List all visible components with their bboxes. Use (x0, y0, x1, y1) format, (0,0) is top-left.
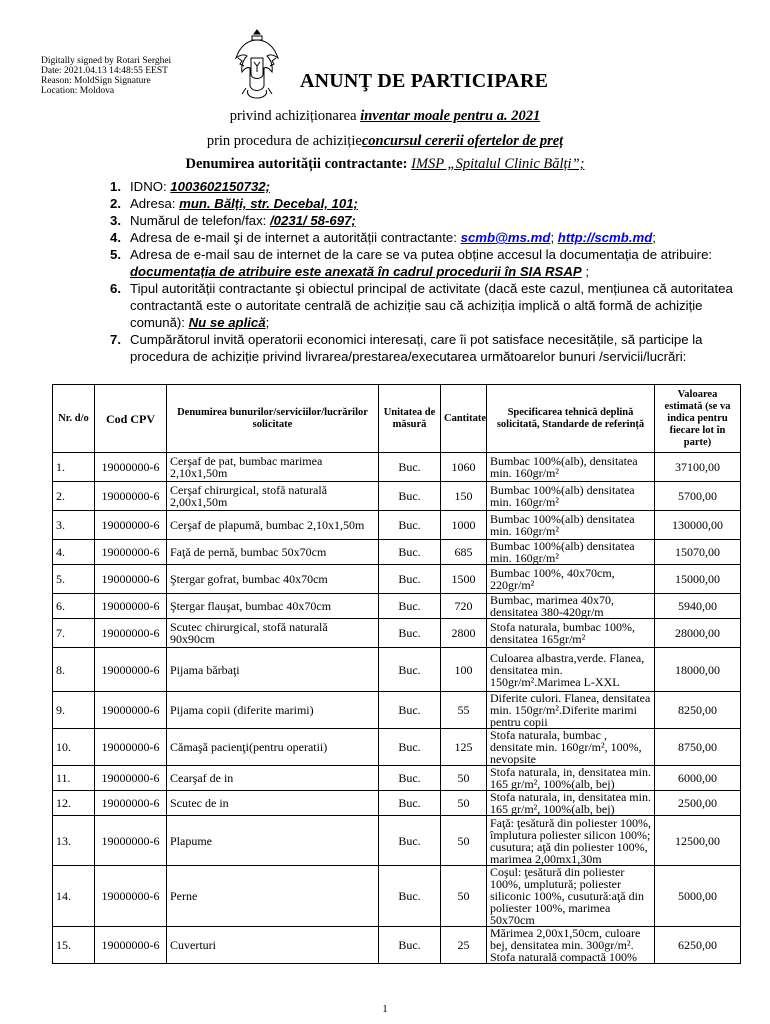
row-number: 1. (53, 453, 95, 482)
technical-spec: Bumbac, marimea 40x70, densitatea 380-420gr/m (487, 594, 655, 619)
cpv-code: 19000000-6 (95, 540, 167, 565)
unit: Buc. (379, 482, 441, 511)
unit: Buc. (379, 619, 441, 648)
row-number: 2. (53, 482, 95, 511)
cpv-code: 19000000-6 (95, 866, 167, 927)
table-row (53, 648, 741, 692)
list-item (80, 178, 735, 195)
item-name: Pijama copii (diferite marimi) (167, 692, 379, 729)
estimated-value: 2500,00 (655, 791, 741, 816)
unit: Buc. (379, 927, 441, 964)
coat-of-arms-icon (234, 28, 280, 102)
estimated-value: 15000,00 (655, 565, 741, 594)
unit: Buc. (379, 540, 441, 565)
subtitle-prefix: Denumirea autorității contractante: (185, 156, 412, 172)
cpv-code: 19000000-6 (95, 619, 167, 648)
row-number: 6. (53, 594, 95, 619)
quantity: 50 (441, 816, 487, 866)
signature-line: Digitally signed by Rotari Serghei (41, 56, 172, 66)
column-header: Cantitate (441, 385, 487, 453)
table-row (53, 565, 741, 594)
table-row (53, 594, 741, 619)
page-number: 1 (382, 1003, 388, 1015)
table-row (53, 766, 741, 791)
technical-spec: Bumbac 100%(alb) densitatea min. 160gr/m² (487, 511, 655, 540)
list-item (80, 212, 735, 229)
row-number: 3. (53, 511, 95, 540)
row-number: 5. (53, 565, 95, 594)
separator: ; (550, 230, 558, 245)
estimated-value: 6000,00 (655, 766, 741, 791)
technical-spec: Stofa naturala, bumbac 100%, densitatea 165gr/m² (487, 619, 655, 648)
technical-spec: Bumbac 100%, 40x70cm, 220gr/m² (487, 565, 655, 594)
table-row (53, 729, 741, 766)
row-number: 8. (53, 648, 95, 692)
unit: Buc. (379, 453, 441, 482)
item-number: 4. (110, 230, 121, 245)
item-value: /0231/ 58-697; (270, 213, 356, 228)
list-item (80, 229, 735, 246)
item-value: documentația de atribuire este anexată în cadrul procedurii în SIA RSAP (130, 264, 582, 279)
unit: Buc. (379, 791, 441, 816)
table-row (53, 511, 741, 540)
technical-spec: Faţă: ţesătură din poliester 100%, împlutura poliester silicon 100%; cusutura; aţă din poliester 100%, marimea 2,00mx1,30m (487, 816, 655, 866)
item-number: 2. (110, 196, 121, 211)
quantity: 125 (441, 729, 487, 766)
subtitle-object: inventar moale pentru a. 2021 (360, 108, 541, 124)
technical-spec: Coşul: ţesătură din poliester 100%, umplutură; poliester siliconic 100%, cusutură:aţă din poliester 100%, marimea 50x70cm (487, 866, 655, 927)
subtitle-authority (0, 156, 770, 173)
unit: Buc. (379, 866, 441, 927)
website-link[interactable]: http://scmb.md (557, 230, 653, 245)
cpv-code: 19000000-6 (95, 453, 167, 482)
cpv-code: 19000000-6 (95, 482, 167, 511)
technical-spec: Stofa naturala, in, densitatea min. 165 gr/m², 100%(alb, bej) (487, 791, 655, 816)
list-item (80, 280, 735, 331)
item-label: Adresa de e-mail sau de internet de la care se va putea obține accesul la documentația de atribuire: (130, 247, 713, 262)
item-label: Tipul autorității contractante şi obiectul principal de activitate (dacă este cazul, mențiunea că autoritatea contractantă este o autoritate centrală de achiziție sau că achiziția implică o altă formă de achiziție comună): (130, 281, 733, 330)
column-header: Nr. d/o (53, 385, 95, 453)
row-number: 13. (53, 816, 95, 866)
subtitle-prefix: prin procedura de achiziție (206, 133, 362, 149)
list-item (80, 246, 735, 280)
cpv-code: 19000000-6 (95, 648, 167, 692)
quantity: 1000 (441, 511, 487, 540)
item-number: 6. (110, 281, 121, 296)
item-name: Pijama bărbaţi (167, 648, 379, 692)
cpv-code: 19000000-6 (95, 927, 167, 964)
unit: Buc. (379, 729, 441, 766)
cpv-code: 19000000-6 (95, 565, 167, 594)
quantity: 100 (441, 648, 487, 692)
item-label: Numărul de telefon/fax: (130, 213, 271, 228)
item-label: Cumpărătorul invită operatorii economici interesați, care îi pot satisface necesitățile, să participe la procedura de achiziție privind livrarea/prestarea/executarea următoarelor bunuri /servicii/lucrări: (130, 332, 703, 364)
quantity: 55 (441, 692, 487, 729)
quantity: 2800 (441, 619, 487, 648)
estimated-value: 5700,00 (655, 482, 741, 511)
subtitle-procedure-type: concursul cererii ofertelor de preț (361, 133, 564, 149)
item-label: Adresa de e-mail şi de internet a autorității contractante: (130, 230, 461, 245)
item-name: Cerşaf de plapumă, bumbac 2,10x1,50m (167, 511, 379, 540)
table-row (53, 619, 741, 648)
estimated-value: 37100,00 (655, 453, 741, 482)
item-name: Ştergar flauşat, bumbac 40x70cm (167, 594, 379, 619)
item-suffix: ; (652, 230, 656, 245)
item-number: 1. (110, 179, 121, 194)
subtitle-prefix: privind achiziționarea (229, 108, 361, 124)
row-number: 9. (53, 692, 95, 729)
unit: Buc. (379, 648, 441, 692)
cpv-code: 19000000-6 (95, 766, 167, 791)
cpv-code: 19000000-6 (95, 816, 167, 866)
column-header: Specificarea tehnică deplină solicitată, Standarde de referință (487, 385, 655, 453)
unit: Buc. (379, 565, 441, 594)
quantity: 1060 (441, 453, 487, 482)
page-title: ANUNŢ DE PARTICIPARE (300, 70, 549, 92)
signature-line: Date: 2021.04.13 14:48:55 EEST (41, 66, 168, 76)
item-name: Perne (167, 866, 379, 927)
column-header: Valoarea estimată (se va indica pentru fiecare lot în parte) (655, 385, 741, 453)
technical-spec: Mărimea 2,00x1,50cm, culoare bej, densitatea min. 300gr/m². Stofa naturală compactă 100% (487, 927, 655, 964)
estimated-value: 18000,00 (655, 648, 741, 692)
subtitle-procedure (0, 133, 770, 150)
cpv-code: 19000000-6 (95, 511, 167, 540)
item-name: Cămaşă pacienţi(pentru operatii) (167, 729, 379, 766)
quantity: 25 (441, 927, 487, 964)
item-number: 3. (110, 213, 121, 228)
technical-spec: Bumbac 100%(alb), densitatea min. 160gr/m² (487, 453, 655, 482)
estimated-value: 130000,00 (655, 511, 741, 540)
item-name: Ştergar gofrat, bumbac 40x70cm (167, 565, 379, 594)
table-row (53, 866, 741, 927)
column-header: Unitatea de măsură (379, 385, 441, 453)
item-suffix: ; (581, 264, 589, 279)
item-value: mun. Bălți, str. Decebal, 101; (179, 196, 358, 211)
quantity: 50 (441, 791, 487, 816)
item-label: IDNO: (130, 179, 171, 194)
estimated-value: 5940,00 (655, 594, 741, 619)
row-number: 7. (53, 619, 95, 648)
quantity: 50 (441, 766, 487, 791)
goods-table (52, 384, 741, 964)
table-row (53, 816, 741, 866)
estimated-value: 12500,00 (655, 816, 741, 866)
estimated-value: 8250,00 (655, 692, 741, 729)
unit: Buc. (379, 692, 441, 729)
technical-spec: Bumbac 100%(alb) densitatea min. 160gr/m² (487, 482, 655, 511)
item-name: Cerşaf chirurgical, stofă naturală 2,00x1,50m (167, 482, 379, 511)
signature-line: Location: Moldova (41, 86, 115, 96)
technical-spec: Culoarea albastra,verde. Flanea, densitatea min. 150gr/m².Marimea L-XXL (487, 648, 655, 692)
item-name: Faţă de pernă, bumbac 50x70cm (167, 540, 379, 565)
item-value: Nu se aplică (188, 315, 266, 330)
item-name: Scutec de in (167, 791, 379, 816)
item-label: Adresa: (130, 196, 180, 211)
quantity: 685 (441, 540, 487, 565)
row-number: 4. (53, 540, 95, 565)
table-row (53, 692, 741, 729)
estimated-value: 6250,00 (655, 927, 741, 964)
unit: Buc. (379, 816, 441, 866)
item-name: Cearşaf de in (167, 766, 379, 791)
quantity: 150 (441, 482, 487, 511)
item-name: Cuverturi (167, 927, 379, 964)
row-number: 14. (53, 866, 95, 927)
quantity: 720 (441, 594, 487, 619)
technical-spec: Stofa naturala, bumbac , densitate min. 160gr/m², 100%, nevopsite (487, 729, 655, 766)
item-name: Cerşaf de pat, bumbac marimea 2,10x1,50m (167, 453, 379, 482)
estimated-value: 8750,00 (655, 729, 741, 766)
table-header-row (53, 385, 741, 453)
column-header: Denumirea bunurilor/serviciilor/lucrărilor solicitate (167, 385, 379, 453)
cpv-code: 19000000-6 (95, 594, 167, 619)
cpv-code: 19000000-6 (95, 729, 167, 766)
quantity: 50 (441, 866, 487, 927)
table-row (53, 927, 741, 964)
row-number: 10. (53, 729, 95, 766)
estimated-value: 5000,00 (655, 866, 741, 927)
announcement-items (80, 178, 735, 365)
table-row (53, 791, 741, 816)
table-row (53, 540, 741, 565)
item-number: 5. (110, 247, 121, 262)
item-name: Scutec chirurgical, stofă naturală 90x90cm (167, 619, 379, 648)
row-number: 11. (53, 766, 95, 791)
item-suffix: ; (265, 315, 270, 330)
column-header: Cod CPV (95, 385, 167, 453)
estimated-value: 15070,00 (655, 540, 741, 565)
signature-line: Reason: MoldSign Signature (41, 76, 151, 86)
row-number: 15. (53, 927, 95, 964)
item-value: 1003602150732; (170, 179, 271, 194)
authority-name: IMSP „Spitalul Clinic Bălți”; (411, 156, 585, 172)
unit: Buc. (379, 594, 441, 619)
item-name: Plapume (167, 816, 379, 866)
email-link[interactable]: scmb@ms.md (460, 230, 551, 245)
list-item (80, 195, 735, 212)
item-number: 7. (110, 332, 121, 347)
cpv-code: 19000000-6 (95, 791, 167, 816)
subtitle-procurement (0, 108, 770, 125)
cpv-code: 19000000-6 (95, 692, 167, 729)
table-row (53, 482, 741, 511)
quantity: 1500 (441, 565, 487, 594)
technical-spec: Stofa naturala, in, densitatea min. 165 gr/m², 100%(alb, bej) (487, 766, 655, 791)
unit: Buc. (379, 511, 441, 540)
list-item (80, 331, 735, 365)
row-number: 12. (53, 791, 95, 816)
technical-spec: Bumbac 100%(alb) densitatea min. 160gr/m² (487, 540, 655, 565)
table-row (53, 453, 741, 482)
technical-spec: Diferite culori. Flanea, densitatea min. 150gr/m².Diferite marimi pentru copii (487, 692, 655, 729)
digital-signature-block (41, 56, 171, 96)
estimated-value: 28000,00 (655, 619, 741, 648)
unit: Buc. (379, 766, 441, 791)
